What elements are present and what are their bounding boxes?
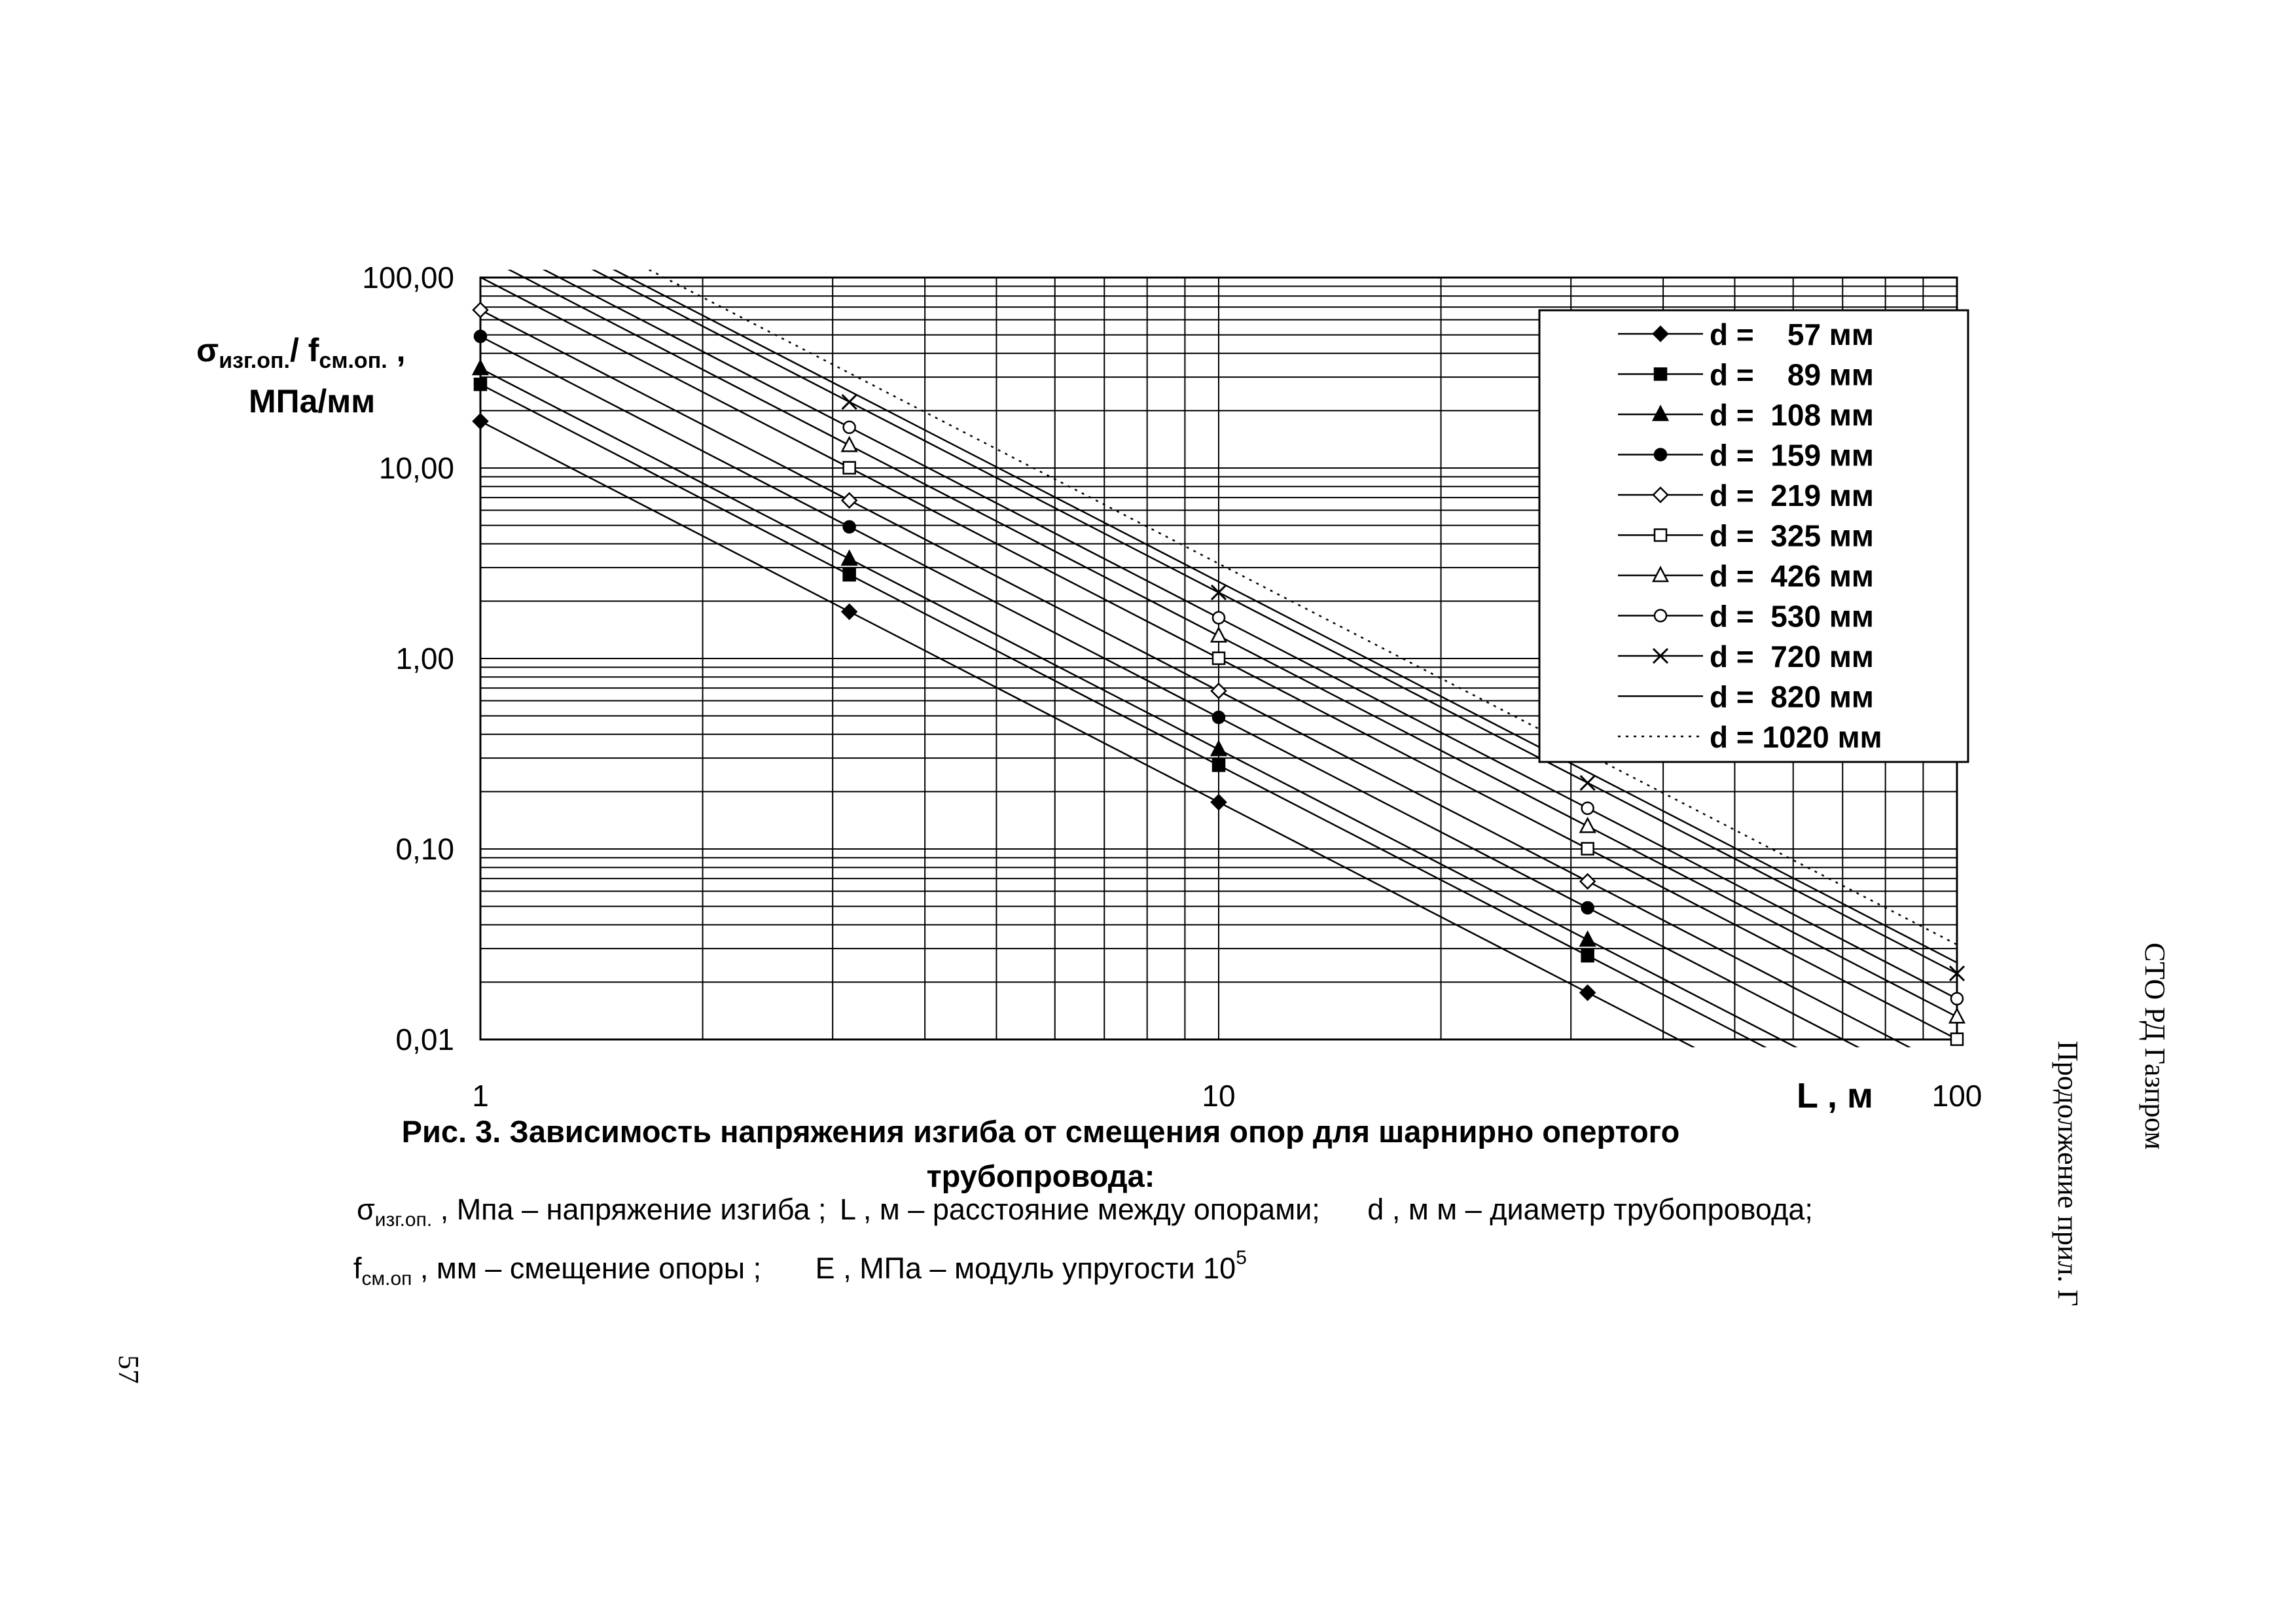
data-point (1213, 612, 1225, 624)
data-point (844, 422, 855, 433)
data-point (1951, 993, 1963, 1005)
x-axis-label: L , м (1797, 1076, 1873, 1115)
data-point (475, 378, 486, 390)
data-point (1581, 776, 1595, 790)
legend-label: d = 219 мм (1710, 478, 1874, 513)
data-point (473, 302, 488, 317)
data-point (844, 462, 855, 474)
data-point (1581, 818, 1595, 832)
f-symbol: f (353, 1252, 362, 1285)
f-description: , мм – смещение опоры ; (412, 1252, 762, 1285)
legend-label: d = 1020 мм (1710, 720, 1882, 754)
appendix-continuation: Продолжение прил. Г (2052, 1041, 2084, 1307)
data-point (842, 605, 857, 619)
y-axis-unit-label: МПа/мм (249, 383, 376, 420)
y-tick-label: 0,01 (395, 1022, 454, 1056)
legend-label: d = 108 мм (1710, 398, 1874, 432)
legend-marker (1655, 449, 1666, 461)
legend-label: d = 159 мм (1710, 438, 1874, 473)
legend-label: d = 820 мм (1710, 679, 1874, 714)
caption-note-line-1 (357, 1193, 1813, 1231)
chart-legend (1539, 310, 1968, 762)
x-tick-label: 100 (1931, 1079, 1982, 1113)
sigma-symbol: σ (357, 1193, 375, 1226)
data-point (1211, 683, 1226, 698)
y-tick-label: 0,10 (395, 832, 454, 866)
data-point (1582, 902, 1594, 914)
y-tick-label: 100,00 (362, 261, 454, 295)
data-point (1213, 759, 1225, 771)
data-point (1582, 843, 1594, 855)
data-point (1213, 653, 1225, 664)
legend-label: d = 720 мм (1710, 640, 1874, 674)
legend-label: d = 530 мм (1710, 599, 1874, 634)
diameter-description: d , м м – диаметр трубопровода; (1367, 1193, 1813, 1226)
data-point (1582, 950, 1594, 962)
legend-label: d = 325 мм (1710, 518, 1874, 553)
y-tick-label: 1,00 (395, 641, 454, 676)
x-tick-label: 1 (472, 1079, 489, 1113)
legend-marker (1655, 610, 1666, 622)
data-point (475, 331, 486, 342)
data-point (1950, 1009, 1964, 1022)
legend-marker (1655, 530, 1666, 541)
data-point (1211, 628, 1226, 641)
data-point (844, 521, 855, 533)
document-code: СТО РД Газпром (2139, 943, 2171, 1150)
data-point (842, 551, 857, 565)
legend-marker (1655, 369, 1666, 380)
data-point (842, 437, 857, 451)
data-point (1211, 795, 1226, 810)
data-point (473, 361, 488, 374)
y-axis-label: $\sigma_{изг.оп.}/$ $f_{см.оп.}$ , (196, 332, 406, 373)
modulus-exponent: 5 (1236, 1247, 1247, 1269)
caption-note-line-2 (353, 1247, 1247, 1290)
data-point (1582, 803, 1594, 814)
data-point (1581, 874, 1595, 888)
data-point (1213, 712, 1225, 723)
legend-label: d = 89 мм (1710, 357, 1874, 392)
data-point (842, 493, 857, 507)
data-point (844, 569, 855, 581)
modulus-description: Е , МПа – модуль упругости $10^5$ (815, 1247, 1247, 1285)
legend-label: d = 57 мм (1710, 317, 1874, 352)
f-subscript: см.оп (361, 1268, 412, 1290)
data-point (1951, 1034, 1963, 1045)
length-description: L , м – расстояние между опорами; (840, 1193, 1320, 1226)
data-point (842, 395, 857, 409)
x-tick-label: 10 (1202, 1079, 1236, 1113)
data-point (473, 414, 488, 429)
legend-label: d = 426 мм (1710, 559, 1874, 593)
sigma-description: , Мпа – напряжение изгиба ; (432, 1193, 827, 1226)
data-point (1211, 742, 1226, 755)
data-point (1581, 986, 1595, 1000)
data-point (1581, 932, 1595, 946)
page-number: 57 (113, 1355, 145, 1384)
y-tick-label: 10,00 (378, 451, 454, 485)
sigma-subscript: изг.оп. (374, 1209, 433, 1231)
figure-caption: Рис. 3. Зависимость напряжения изгиба от смещения опор для шарнирно опертого трубопровода: (401, 1114, 1680, 1193)
